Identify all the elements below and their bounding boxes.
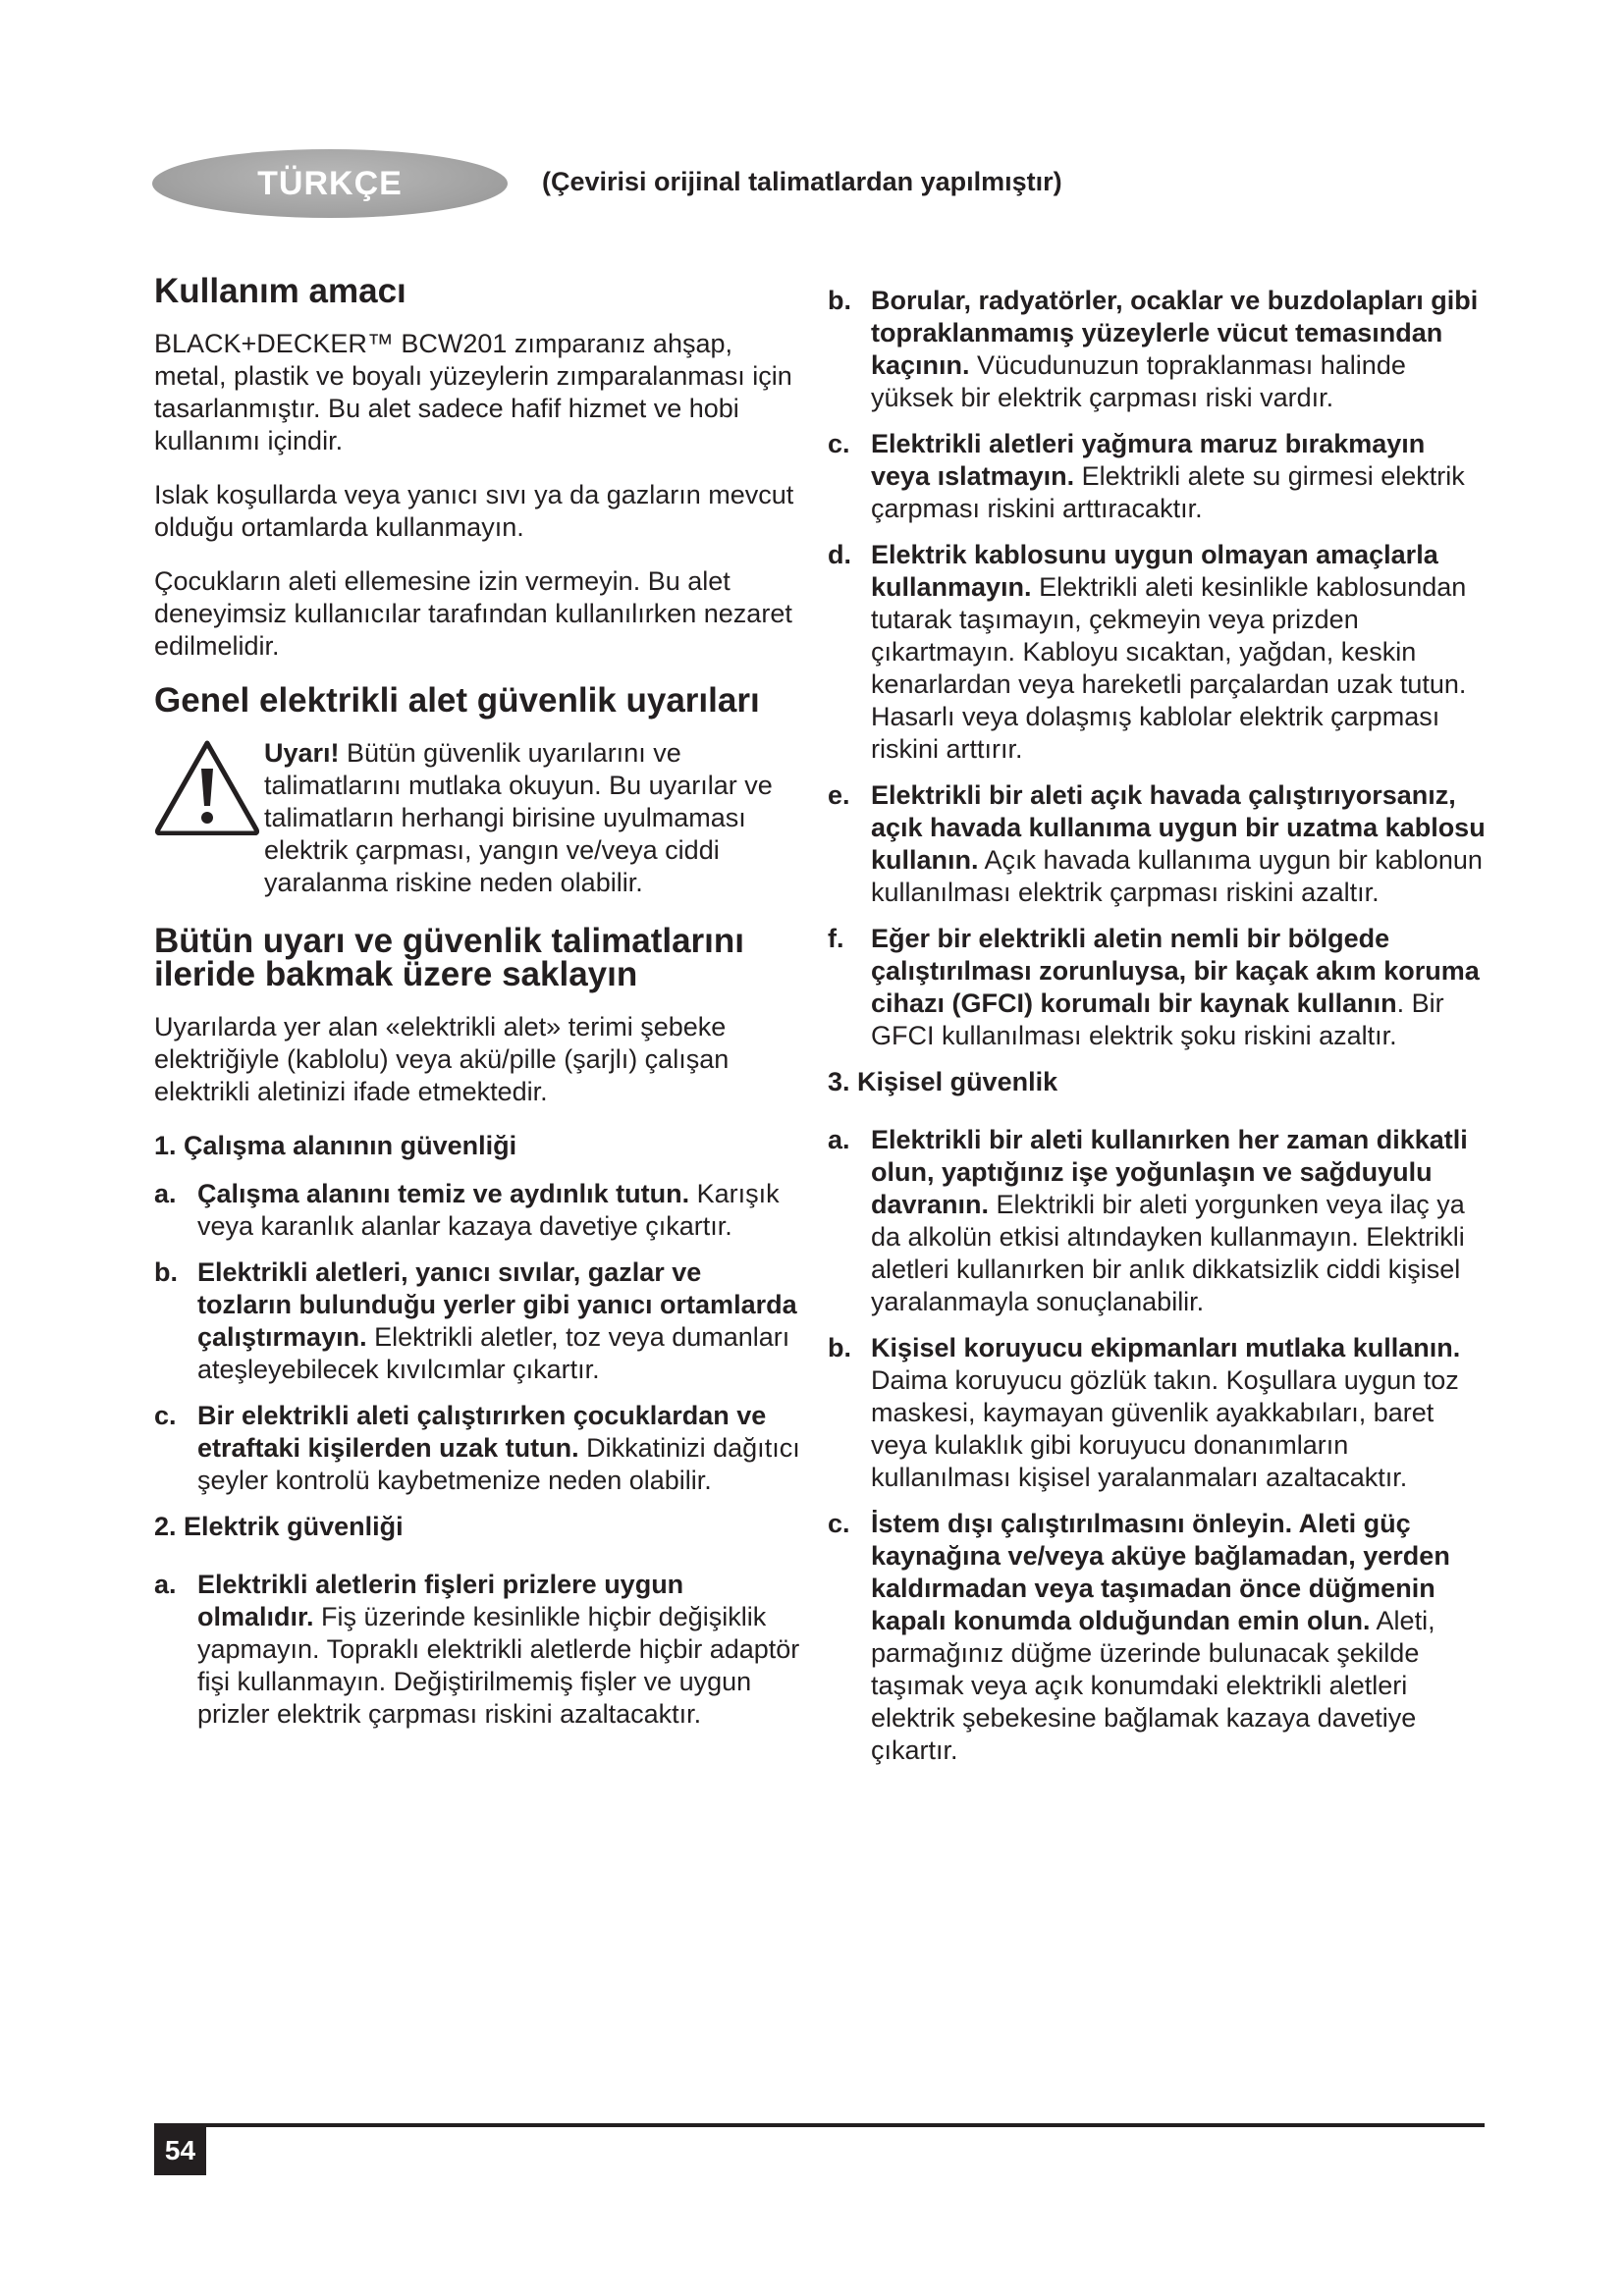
list-item: c. İstem dışı çalıştırılmasını önleyin. Aleti güç kaynağına ve/veya aküye bağlamadan, yerden kaldırmadan veya taşımadan önce düğmenin kapalı konumda olduğundan emin olun. Aleti, parmağınız düğme üzerinde bulunacak şekilde taşımak veya açık konumdaki elektrikli aletleri elektrik şebekesine bağlamak kazaya davetiye çıkartır.: [828, 1509, 1450, 1765]
section-work-area-safety: 1. Çalışma alanının güvenliği: [154, 1131, 517, 1160]
left-column: [154, 272, 802, 1744]
warning-body: Bütün güvenlik uyarılarını ve talimatlarını mutlaka okuyun. Bu uyarılar ve talimatların herhangi birisine uyulmaması elektrik çarpması, yangın ve/veya ciddi yaralanma riskine neden olabilir.: [264, 738, 773, 897]
power-tool-term-paragraph: Uyarılarda yer alan «elektrikli alet» terimi şebeke elektriğiyle (kablolu) veya akü/pille (şarjlı) çalışan elektrikli aletinizi ifade etmektedir.: [154, 1012, 730, 1106]
list-item: b. Elektrikli aletleri, yanıcı sıvılar, gazlar ve tozların bulunduğu yerler gibi yanıcı ortamlarda çalıştırmayın. Elektrikli aletler, toz veya dumanları ateşleyebilecek kıvılcımlar çıkartır.: [154, 1257, 797, 1384]
footer-rule: [154, 2123, 1485, 2127]
warning-triangle-icon: [154, 739, 260, 835]
list-item: a. Çalışma alanını temiz ve aydınlık tutun. Karışık veya karanlık alanlar kazaya davetiye çıkartır.: [154, 1179, 780, 1241]
page-number: 54: [154, 2126, 206, 2175]
heading-save-instructions: Bütün uyarı ve güvenlik talimatlarını ileride bakmak üzere saklayın: [154, 922, 744, 993]
translation-note: (Çevirisi orijinal talimatlardan yapılmıştır): [542, 167, 1062, 196]
list-item: c. Elektrikli aletleri yağmura maruz bırakmayın veya ıslatmayın. Elektrikli alete su girmesi elektrik çarpması riskini arttıracaktır.: [828, 429, 1465, 523]
list-item: a. Elektrikli bir aleti kullanırken her zaman dikkatli olun, yaptığınız işe yoğunlaşın ve sağduyulu davranın. Elektrikli bir aleti yorgunken veya ilaç ya da alkolün etkisi altındayken kullanmayın. Elektrikli aletleri kullanırken bir anlık dikkatsizlik ciddi kişisel yaralanmayla sonuçlanabilir.: [828, 1125, 1468, 1316]
section-personal-safety: 3. Kişisel güvenlik: [828, 1067, 1058, 1096]
list-item: b. Borular, radyatörler, ocaklar ve buzdolapları gibi topraklanmamış yüzeylerle vücut temasından kaçının. Vücudunuzun topraklanması halinde yüksek bir elektrik çarpması riski vardır.: [828, 286, 1479, 412]
intended-use-paragraph-1: BLACK+DECKER™ BCW201 zımparanız ahşap, metal, plastik ve boyalı yüzeylerin zımparalanması için tasarlanmıştır. Bu alet sadece hafif hizmet ve hobi kullanımı içindir.: [154, 329, 792, 455]
list-item: b. Kişisel koruyucu ekipmanları mutlaka kullanın. Daima koruyucu gözlük takın. Koşullara uygun toz maskesi, kaymayan güvenlik ayakkabıları, baret veya kulaklık gibi koruyucu donanımların kullanılması kişisel yaralanmaları azaltacaktır.: [828, 1333, 1461, 1492]
heading-general-safety: Genel elektrikli alet güvenlik uyarıları: [154, 681, 760, 720]
intended-use-paragraph-2: Islak koşullarda veya yanıcı sıvı ya da gazların mevcut olduğu ortamlarda kullanmayın.: [154, 480, 794, 542]
list-item: a. Elektrikli aletlerin fişleri prizlere uygun olmalıdır. Fiş üzerinde kesinlikle hiçbir değişiklik yapmayın. Topraklı elektrikli aletlerde hiçbir adaptör fişi kullanmayın. Değiştirilmemiş fişler ve uygun prizler elektrik çarpması riskini azaltacaktır.: [154, 1570, 800, 1729]
list-item: d. Elektrik kablosunu uygun olmayan amaçlarla kullanmayın. Elektrikli aleti kesinlikle kablosundan tutarak taşımayın, çekmeyin veya prizden çıkartmayın. Kabloyu sıcaktan, yağdan, keskin kenarlardan veya hareketli parçalardan uzak tutun. Hasarlı veya dolaşmış kablolar elektrik çarpması riskini arttırır.: [828, 540, 1467, 764]
list-item: f. Eğer bir elektrikli aletin nemli bir bölgede çalıştırılması zorunluysa, bir kaçak akım koruma cihazı (GFCI) korumalı bir kaynak kullanın. Bir GFCI kullanılması elektrik şoku riskini azaltır.: [828, 924, 1480, 1050]
right-column: [828, 285, 1490, 1781]
language-label: TÜRKÇE: [257, 164, 403, 202]
language-badge: [152, 149, 508, 218]
section-electrical-safety: 2. Elektrik güvenliği: [154, 1512, 404, 1541]
list-item: c. Bir elektrikli aleti çalıştırırken çocuklardan ve etraftaki kişilerden uzak tutun. Dikkatinizi dağıtıcı şeyler kontrolü kaybetmenize neden olabilir.: [154, 1401, 800, 1495]
warning-label: Uyarı!: [264, 738, 340, 768]
warning-text: [264, 737, 802, 899]
list-item: e. Elektrikli bir aleti açık havada çalıştırıyorsanız, açık havada kullanıma uygun bir uzatma kablosu kullanın. Açık havada kullanıma uygun bir kablonun kullanılması elektrik çarpması riskini azaltır.: [828, 780, 1486, 907]
warning-block: [154, 737, 802, 899]
heading-intended-use: Kullanım amacı: [154, 272, 406, 310]
intended-use-paragraph-3: Çocukların aleti ellemesine izin vermeyin. Bu alet deneyimsiz kullanıcılar tarafından kullanılırken nezaret edilmelidir.: [154, 566, 792, 661]
